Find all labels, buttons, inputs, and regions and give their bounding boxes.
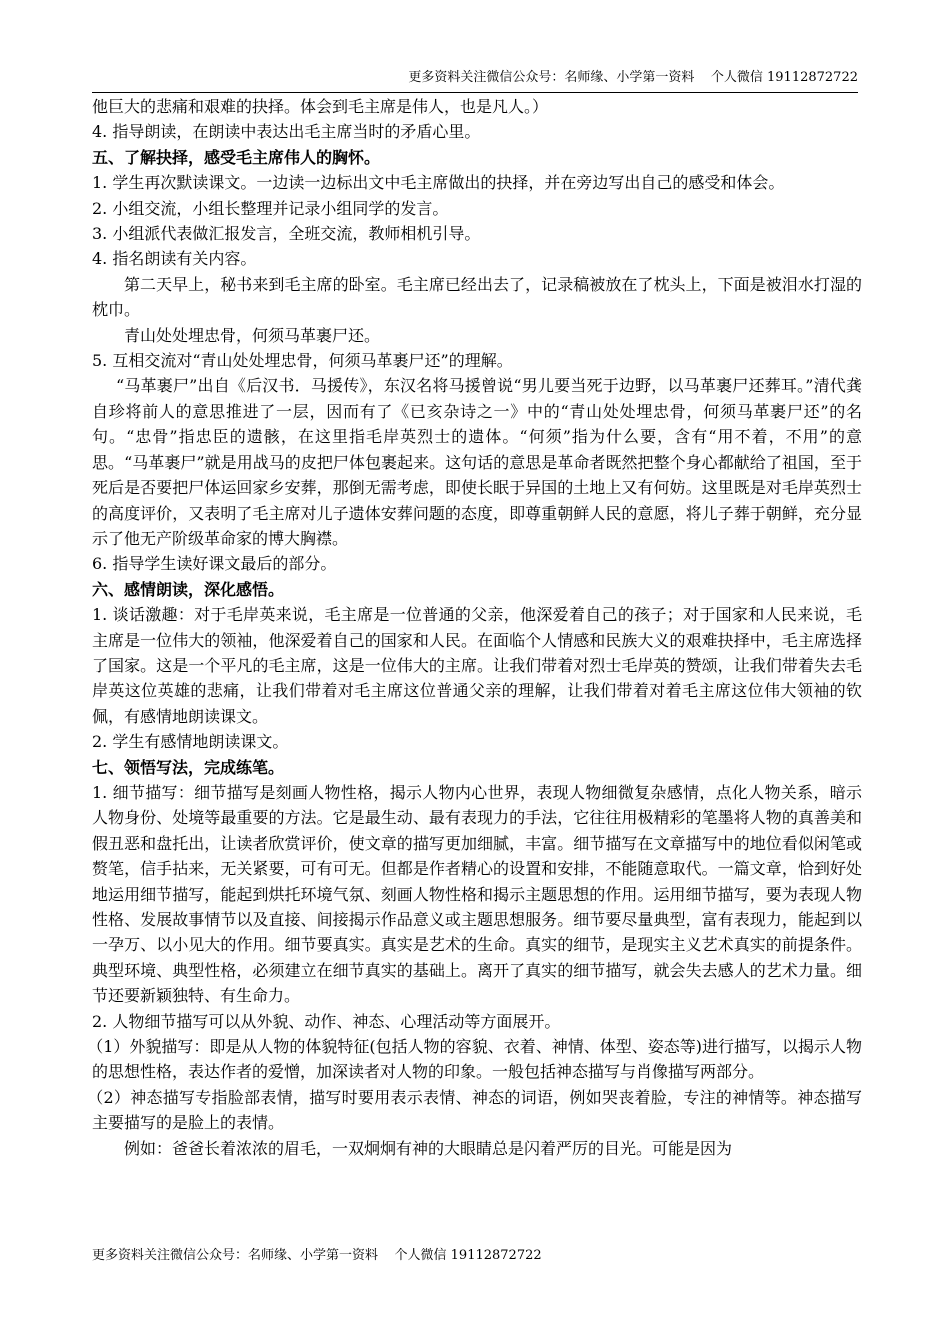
footer-text: 更多资料关注微信公众号：名师缘、小学第一资料 个人微信 19112872722	[92, 1248, 542, 1263]
page-header	[92, 66, 858, 93]
section-heading: 五、了解抉择，感受毛主席伟人的胸怀。	[92, 147, 381, 167]
paragraph: 1. 谈话激趣：对于毛岸英来说，毛主席是一位普通的父亲，他深爱着自己的孩子；对于国家和人民来说，毛主席是一位伟大的领袖，他深爱着自己的国家和人民。在面临个人情感和民族大义的艰难抉择中，毛主席选择了国家。这是一个平凡的毛主席，这是一位伟大的主席。让我们带着对烈士毛岸英的赞颂，让我们带着失去毛岸英这位英雄的悲痛，让我们带着对毛主席这位普通父亲的理解，让我们带着对着毛主席这位伟大领袖的钦佩，有感情地朗读课文。	[92, 605, 862, 726]
paragraph: 5. 互相交流对“青山处处埋忠骨，何须马革裹尸还”的理解。	[92, 351, 513, 371]
paragraph: 4. 指导朗读，在朗读中表达出毛主席当时的矛盾心里。	[92, 122, 481, 142]
paragraph: 1. 学生再次默读课文。一边读一边标出文中毛主席做出的抉择，并在旁边写出自己的感受和体会。	[92, 173, 785, 193]
paragraph: 6. 指导学生读好课文最后的部分。	[92, 554, 337, 574]
quoted-poem-line: 青山处处埋忠骨，何须马革裹尸还。	[124, 325, 381, 345]
paragraph: 4. 指名朗读有关内容。	[92, 249, 257, 269]
page-footer	[92, 1245, 542, 1267]
section-heading: 六、感情朗读，深化感悟。	[92, 579, 285, 599]
paragraph: 他巨大的悲痛和艰难的抉择。体会到毛主席是伟人，也是凡人。）	[92, 97, 549, 116]
sub-paragraph: （2）神态描写专指脸部表情，描写时要用表示表情、神态的词语，例如哭丧着脸，专注的神情等。神态描写主要描写的是脸上的表情。	[87, 1087, 862, 1133]
section-heading: 七、领悟写法，完成练笔。	[92, 757, 285, 777]
paragraph: 2. 小组交流，小组长整理并记录小组同学的发言。	[92, 198, 449, 218]
quoted-paragraph: 第二天早上，秘书来到毛主席的卧室。毛主席已经出去了，记录稿被放在了枕头上，下面是被泪水打湿的枕巾。	[92, 274, 862, 320]
document-body	[87, 94, 862, 1161]
sub-paragraph: （1）外貌描写：即是从人物的体貌特征(包括人物的容貌、衣着、神情、体型、姿态等)进行描写，以揭示人物的思想性格，表达作者的爱憎，加深读者对人物的印象。一般包括神态描写与肖像描写两部分。	[87, 1037, 862, 1082]
paragraph: 3. 小组派代表做汇报发言，全班交流，教师相机引导。	[92, 224, 481, 244]
explanation-paragraph: “马革裹尸”出自《后汉书．马援传》，东汉名将马援曾说“男儿要当死于边野，以马革裹尸还葬耳。”清代龚自珍将前人的意思推进了一层，因而有了《已亥杂诗之一》中的“青山处处埋忠骨，何须马革裹尸还”的名句。“忠骨”指忠臣的遗骸，在这里指毛岸英烈士的遗体。“何须”指为什么要，含有“用不着，不用”的意思。“马革裹尸”就是用战马的皮把尸体包裹起来。这句话的意思是革命者既然把整个身心都献给了祖国，至于死后是否要把尸体运回家乡安葬，那倒无需考虑，即使长眠于异国的土地上又有何妨。这里既是对毛岸英烈士的高度评价，又表明了毛主席对儿子遗体安葬问题的态度，即尊重朝鲜人民的意愿，将儿子葬于朝鲜，充分显示了他无产阶级革命家的博大胸襟。	[92, 376, 862, 548]
example-paragraph: 例如：爸爸长着浓浓的眉毛，一双炯炯有神的大眼睛总是闪着严厉的目光。可能是因为	[124, 1138, 733, 1158]
paragraph: 2. 学生有感情地朗读课文。	[92, 732, 289, 752]
paragraph: 2. 人物细节描写可以从外貌、动作、神态、心理活动等方面展开。	[92, 1011, 561, 1031]
paragraph: 1. 细节描写：细节描写是刻画人物性格，揭示人物内心世界，表现人物细微复杂感情，点化人物关系，暗示人物身份、处境等最重要的方法。它是最生动、最有表现力的手法，它往往用极精彩的笔墨将人物的真善美和假丑恶和盘托出，让读者欣赏评价，使文章的描写更加细腻，丰富。细节描写在文章描写中的地位看似闲笔或赘笔，信手拈来，无关紧要，可有可无。但都是作者精心的设置和安排，不能随意取代。一篇文章，恰到好处地运用细节描写，能起到烘托环境气氛、刻画人物性格和揭示主题思想的作用。运用细节描写，要为表现人物性格、发展故事情节以及直接、间接揭示作品意义或主题思想服务。细节要尽量典型，富有表现力，能起到以一孕万、以小见大的作用。细节要真实。真实是艺术的生命。真实的细节，是现实主义艺术真实的前提条件。典型环境、典型性格，必须建立在细节真实的基础上。离开了真实的细节描写，就会失去感人的艺术力量。细节还要新颖独特、有生命力。	[92, 782, 862, 1006]
header-text: 更多资料关注微信公众号：名师缘、小学第一资料 个人微信 19112872722	[408, 70, 858, 85]
